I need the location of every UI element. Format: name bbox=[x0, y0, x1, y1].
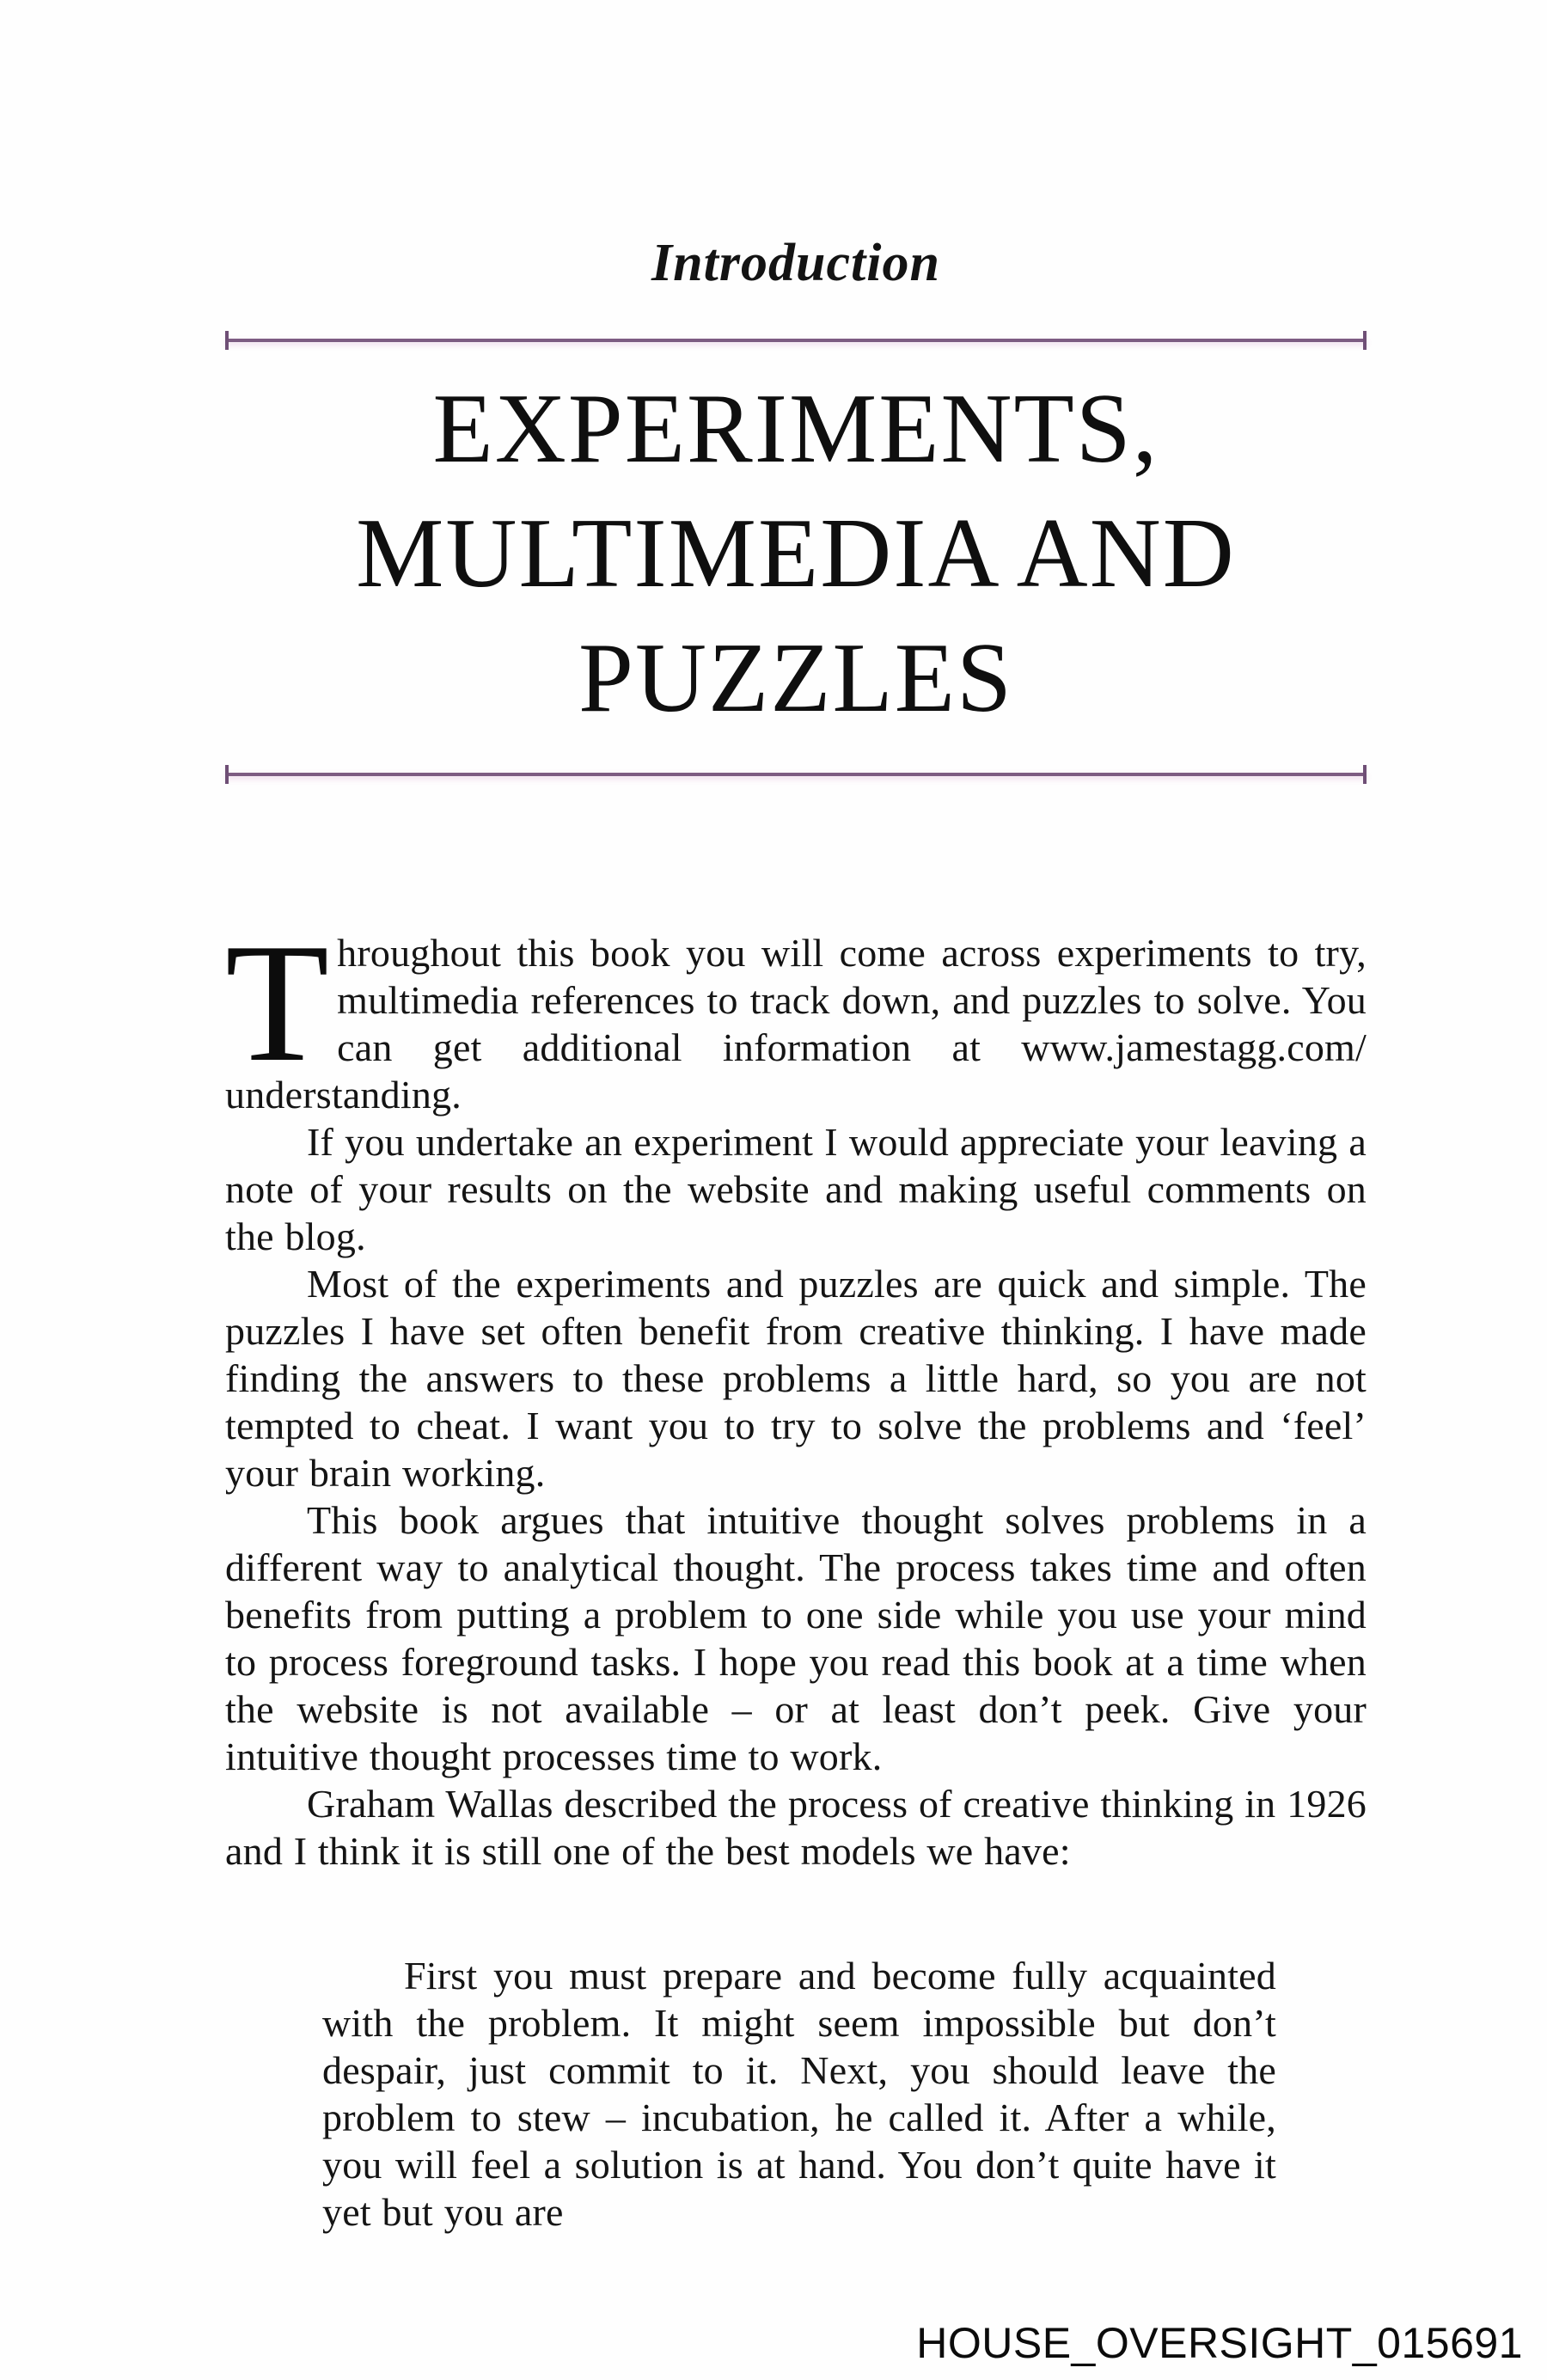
opening-paragraph-text: hroughout this book you will come across experiments to try, multimedia references to track down, and puzzles to solve. You can get additional information at www.jamestagg.com/​understanding. bbox=[225, 931, 1367, 1117]
title-line-1: EXPERIMENTS, bbox=[432, 374, 1159, 483]
drop-cap: T bbox=[225, 909, 330, 1097]
body-text bbox=[225, 909, 1367, 2236]
chapter-header bbox=[225, 232, 1367, 776]
paragraph: Most of the experiments and puzzles are quick and simple. The puzzles I have set often benefit from creative thinking. I have made finding the answers to these problems a little hard, so you are not tempted to cheat. I want you to try to solve the problems and ‘feel’ your brain working. bbox=[225, 1262, 1367, 1495]
paragraph: This book argues that intuitive thought solves problems in a different way to analytical thought. The process takes time and often benefits from putting a problem to one side while you use your mind to process foreground tasks. I hope you read this book at a time when the website is not available – or at least don’t peek. Give your intuitive thought processes time to work. bbox=[225, 1498, 1367, 1778]
title-line-2: MULTIMEDIA AND bbox=[356, 499, 1236, 608]
section-kicker: Introduction bbox=[651, 234, 940, 292]
paragraph: Graham Wallas described the process of creative thinking in 1926 and I think it is still one of the best models we have: bbox=[225, 1782, 1367, 1873]
wallas-quote: First you must prepare and become fully acquainted with the problem. It might seem impossible but don’t despair, just commit to it. Next, you should leave the problem to stew – incubation, he called it. After a while, you will feel a solution is at hand. You don’t quite have it yet but you are bbox=[322, 1954, 1276, 2234]
title-line-3: PUZZLES bbox=[578, 623, 1013, 732]
paragraph-opening bbox=[225, 909, 1367, 1118]
page-title bbox=[225, 366, 1367, 740]
page-content bbox=[225, 232, 1367, 2236]
paragraph: If you undertake an experiment I would appreciate your leaving a note of your results on the website and making useful comments on the blog. bbox=[225, 1120, 1367, 1258]
bottom-divider bbox=[225, 773, 1367, 776]
top-divider bbox=[225, 339, 1367, 342]
bates-number: HOUSE_OVERSIGHT_015691 bbox=[916, 2319, 1523, 2367]
